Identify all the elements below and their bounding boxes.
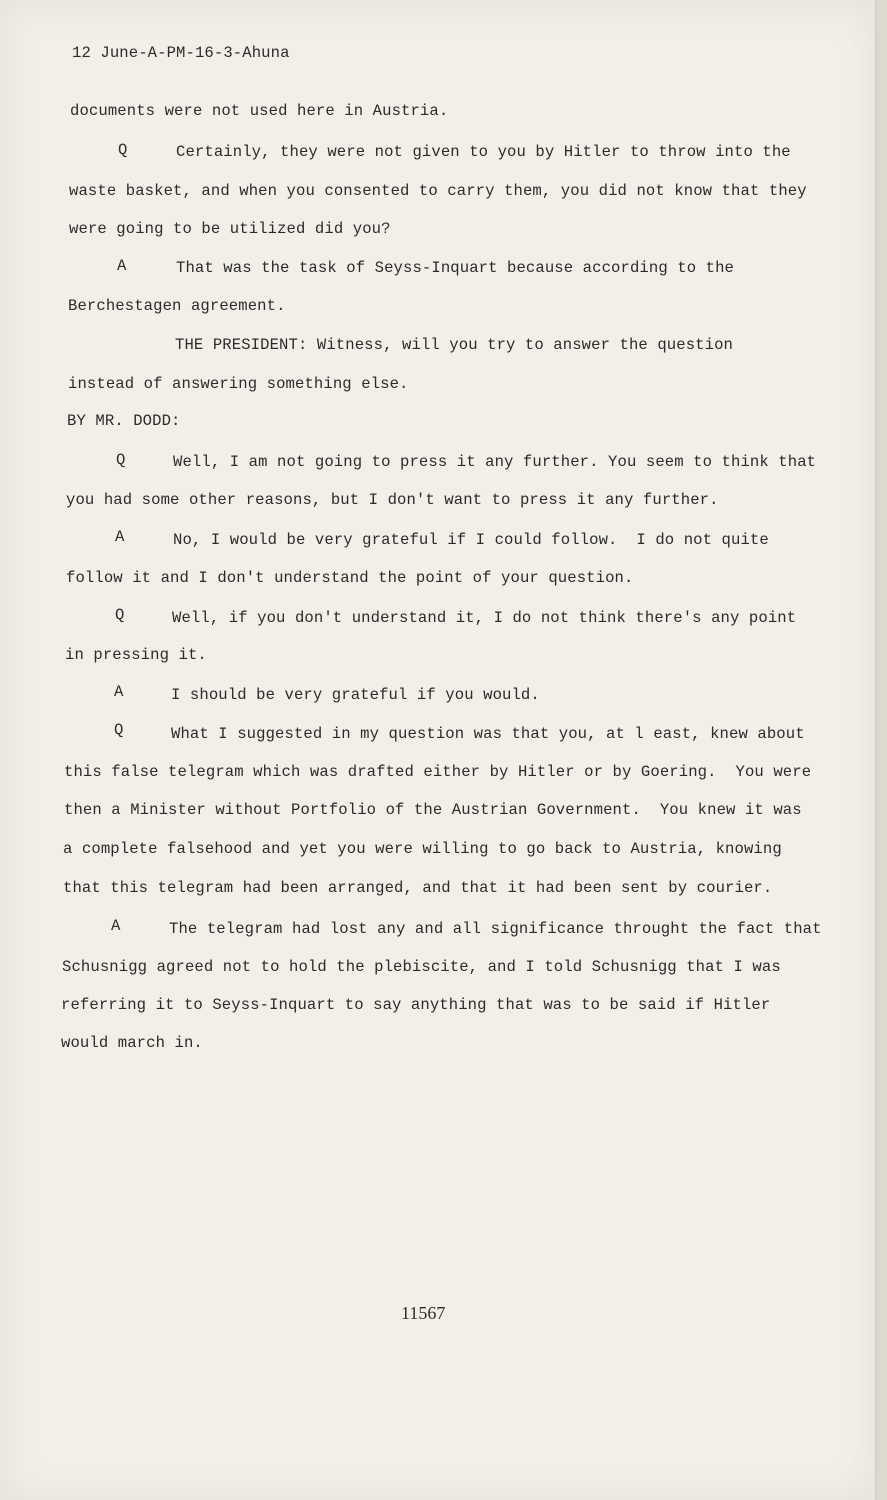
page-edge: [877, 0, 887, 1500]
text-line: No, I would be very grateful if I could follow. I do not quite: [173, 531, 769, 549]
text-line: in pressing it.: [65, 646, 207, 664]
speaker-label-a: A: [114, 683, 124, 701]
text-line: you had some other reasons, but I don't want to press it any further.: [66, 491, 719, 509]
text-line: Berchestagen agreement.: [68, 297, 286, 315]
speaker-label-q: Q: [115, 606, 125, 624]
text-line: were going to be utilized did you?: [69, 220, 391, 238]
text-line: THE PRESIDENT: Witness, will you try to answer the question: [175, 336, 734, 354]
text-line: Certainly, they were not given to you by Hitler to throw into the: [176, 143, 791, 161]
text-line: What I suggested in my question was that you, at l east, knew about: [171, 725, 805, 743]
page-number: 11567: [401, 1303, 446, 1323]
speaker-label-q: Q: [116, 451, 126, 469]
text-line: waste basket, and when you consented to carry them, you did not know that they: [69, 182, 807, 200]
text-line: that this telegram had been arranged, and that it had been sent by courier.: [63, 879, 773, 897]
text-line: That was the task of Seyss-Inquart because according to the: [176, 259, 735, 277]
text-line: BY MR. DODD:: [67, 412, 181, 430]
text-line: Well, I am not going to press it any further. You seem to think that: [173, 453, 817, 471]
page-header: 12 June-A-PM-16-3-Ahuna: [72, 44, 290, 62]
text-line: instead of answering something else.: [68, 375, 409, 393]
speaker-label-q: Q: [118, 141, 128, 159]
text-line: a complete falsehood and yet you were willing to go back to Austria, knowing: [63, 840, 782, 858]
text-line: The telegram had lost any and all significance throught the fact that: [169, 920, 822, 938]
speaker-label-q: Q: [114, 721, 124, 739]
speaker-label-a: A: [115, 528, 125, 546]
speaker-label-a: A: [117, 257, 127, 275]
text-line: referring it to Seyss-Inquart to say anything that was to be said if Hitler: [61, 996, 771, 1014]
text-line: Well, if you don't understand it, I do not think there's any point: [172, 609, 797, 627]
text-line: would march in.: [61, 1034, 203, 1052]
text-line: I should be very grateful if you would.: [171, 686, 540, 704]
text-line: follow it and I don't understand the point of your question.: [66, 569, 634, 587]
text-line: then a Minister without Portfolio of the Austrian Government. You knew it was: [64, 801, 802, 819]
text-line: Schusnigg agreed not to hold the plebiscite, and I told Schusnigg that I was: [62, 958, 781, 976]
text-line: documents were not used here in Austria.: [70, 102, 449, 120]
speaker-label-a: A: [111, 917, 121, 935]
text-line: this false telegram which was drafted either by Hitler or by Goering. You were: [64, 763, 812, 781]
